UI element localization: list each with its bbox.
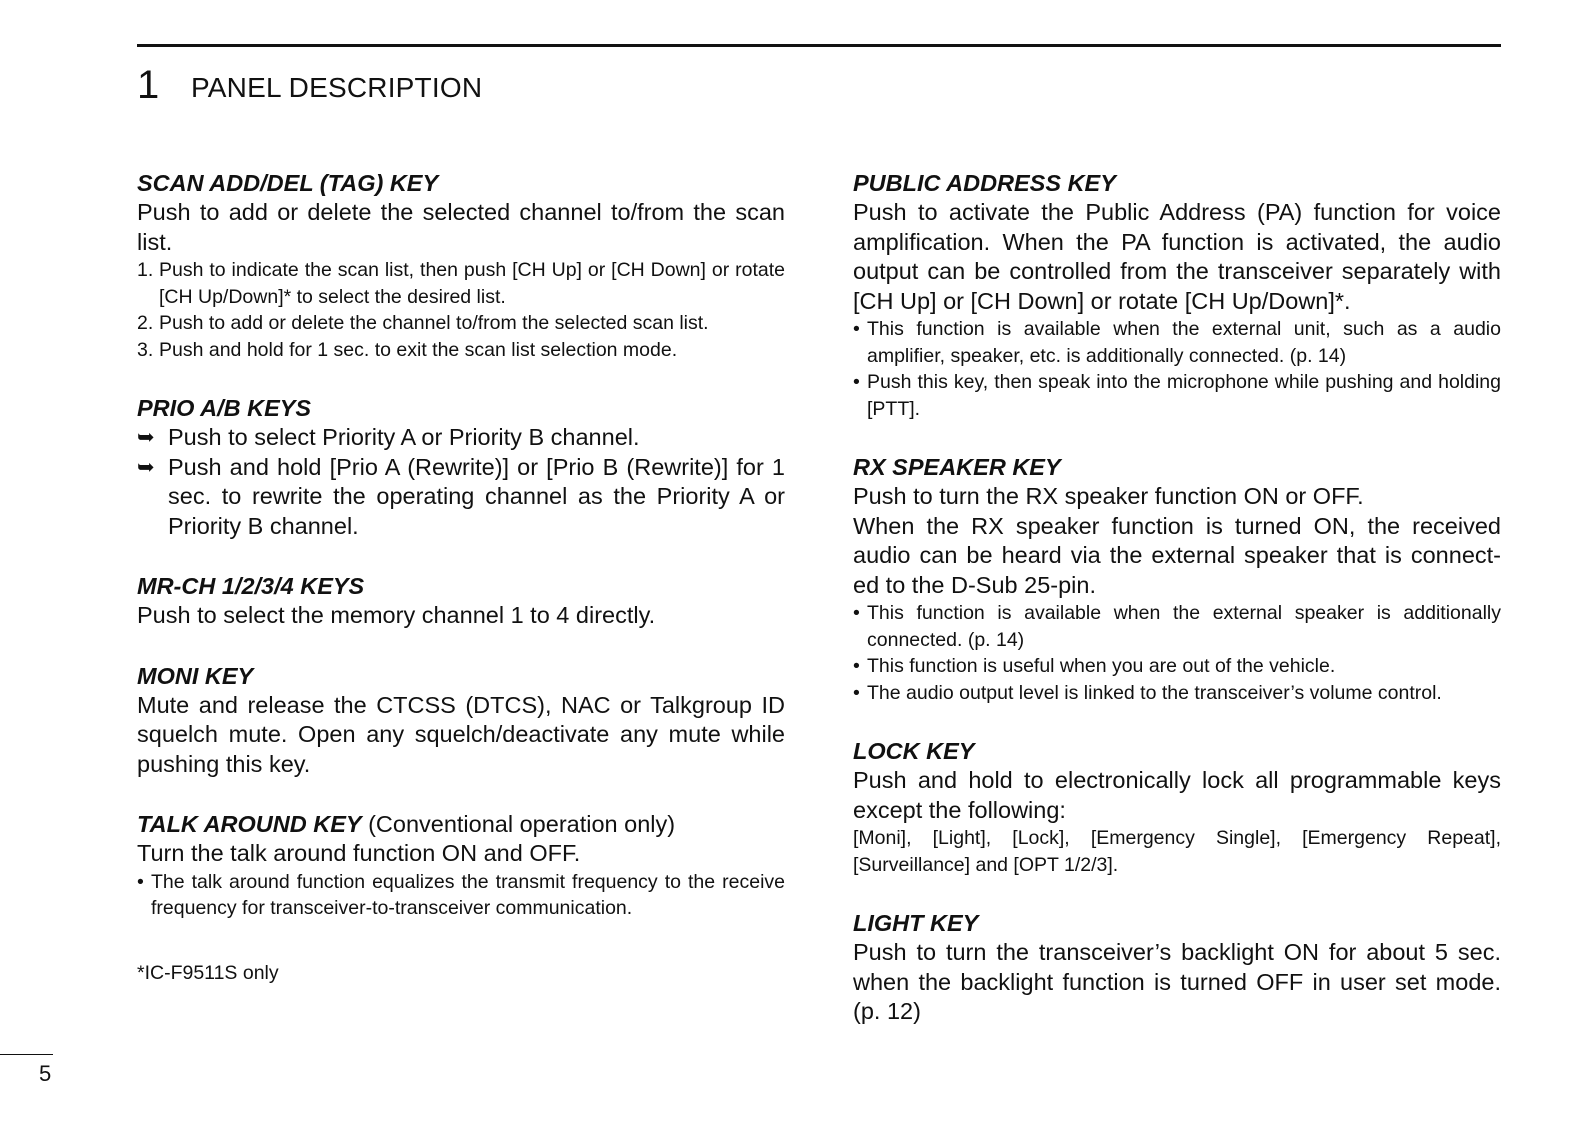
arrow-item [137,453,785,542]
step-text: Push to indicate the scan list, then push [CH Up] or [CH Down] or rotate [CH Up/Down]* to select the desired list. [159,259,785,308]
bullet-item [853,369,1501,422]
heading-note: (Conventional operation only) [361,811,676,837]
section-body: When the RX speaker function is turned ON, the received audio can be heard via the external speaker that is connect-ed to the D-Sub 25-pin. [853,512,1501,598]
arrow-icon: ➥ [137,455,155,479]
arrow-item-text: Push and hold [Prio A (Rewrite)] or [Prio B (Rewrite)] for 1 sec. to rewrite the operating channel as the Priority A or Priority B channel. [168,453,785,539]
section-body: Push to turn the RX speaker function ON or OFF. [853,483,1364,509]
bullet-item [853,653,1501,680]
step-item [137,337,785,364]
section-heading: TALK AROUND KEY [137,811,362,837]
section-heading: PRIO A/B KEYS [137,395,312,421]
section-scan-add-del [137,168,785,363]
bullet-icon: • [853,318,860,340]
right-column [853,168,1501,1057]
section-light-key [853,908,1501,1027]
page-number: 5 [39,1061,52,1086]
section-heading: MONI KEY [137,662,254,689]
section-heading: MR-CH 1/2/3/4 KEYS [137,573,365,599]
header-rule [137,44,1501,47]
bullet-icon: • [853,602,860,624]
chapter-title: PANEL DESCRIPTION [191,72,483,103]
footer-rule [0,1054,53,1055]
bullet-text: The audio output level is linked to the transceiver’s volume control. [867,681,1442,704]
arrow-item [137,423,785,453]
arrow-item-text: Push to select Priority A or Priority B channel. [168,424,640,450]
footnote: *IC-F9511S only [137,961,279,984]
section-body: Push to add or delete the selected channel to/from the scan list. [137,199,785,255]
step-text: Push and hold for 1 sec. to exit the scan list selection mode. [159,338,678,361]
bullet-icon: • [853,655,860,677]
section-moni-key [137,661,785,780]
section-heading: LOCK KEY [853,738,975,764]
section-talk-around-key [137,809,785,922]
section-heading: LIGHT KEY [853,910,979,936]
bullet-text: Push this key, then speak into the microphone while pushing and holding [PTT]. [867,371,1501,420]
bullet-icon: • [853,371,860,393]
step-item [137,310,785,337]
section-mr-ch-keys [137,571,785,631]
section-body: Push to turn the transceiver’s backlight ON for about 5 sec. when the backlight function is turned OFF in user set mode. (p. 12) [853,939,1501,1024]
section-prio-keys [137,393,785,541]
step-number: 3. [137,338,154,361]
bullet-text: This function is available when the external speaker is additionally connected. (p. 14) [867,602,1501,651]
section-heading: SCAN ADD/DEL (TAG) KEY [137,170,439,196]
section-note: [Moni], [Light], [Lock], [Emergency Single], [Emergency Repeat], [Surveillance] and [OPT 1/2/3]. [853,827,1501,876]
section-body: Push and hold to electronically lock all programmable keys except the following: [853,767,1501,823]
bullet-item [853,680,1501,707]
section-lock-key [853,736,1501,878]
arrow-icon: ➥ [137,426,155,449]
left-column [137,168,785,986]
bullet-item [137,869,785,922]
section-heading: RX SPEAKER KEY [853,454,1061,480]
section-body: Mute and release the CTCSS (DTCS), NAC or Talkgroup ID squelch mute. Open any squelch/deactivate any mute while pushing this key. [137,691,785,777]
section-public-address-key [853,168,1501,422]
section-rx-speaker-key [853,452,1501,706]
bullet-item [853,316,1501,369]
step-number: 1. [137,259,154,281]
bullet-text: The talk around function equalizes the transmit frequency to the receive frequency for transceiver-to-transceiver communication. [151,870,785,919]
bullet-text: This function is available when the external unit, such as a audio amplifier, speaker, etc. is additionally connected. (p. 14) [867,318,1501,367]
chapter-number: 1 [137,63,160,107]
bullet-icon: • [853,681,860,704]
section-body: Turn the talk around function ON and OFF. [137,840,581,866]
section-heading-wrap [137,809,785,839]
section-heading: PUBLIC ADDRESS KEY [853,170,1116,196]
step-text: Push to add or delete the channel to/from the selected scan list. [159,312,709,334]
section-body: Push to select the memory channel 1 to 4 directly. [137,602,656,628]
bullet-text: This function is useful when you are out of the vehicle. [867,655,1336,677]
bullet-icon: • [137,870,144,893]
step-number: 2. [137,312,154,334]
section-body: Push to activate the Public Address (PA) function for voice amplification. When the PA function is activated, the audio output can be controlled from the transceiver separately with [CH Up] or [CH Down] or rotate [CH Up/Down]*. [853,199,1501,314]
step-item [137,257,785,310]
bullet-item [853,600,1501,653]
